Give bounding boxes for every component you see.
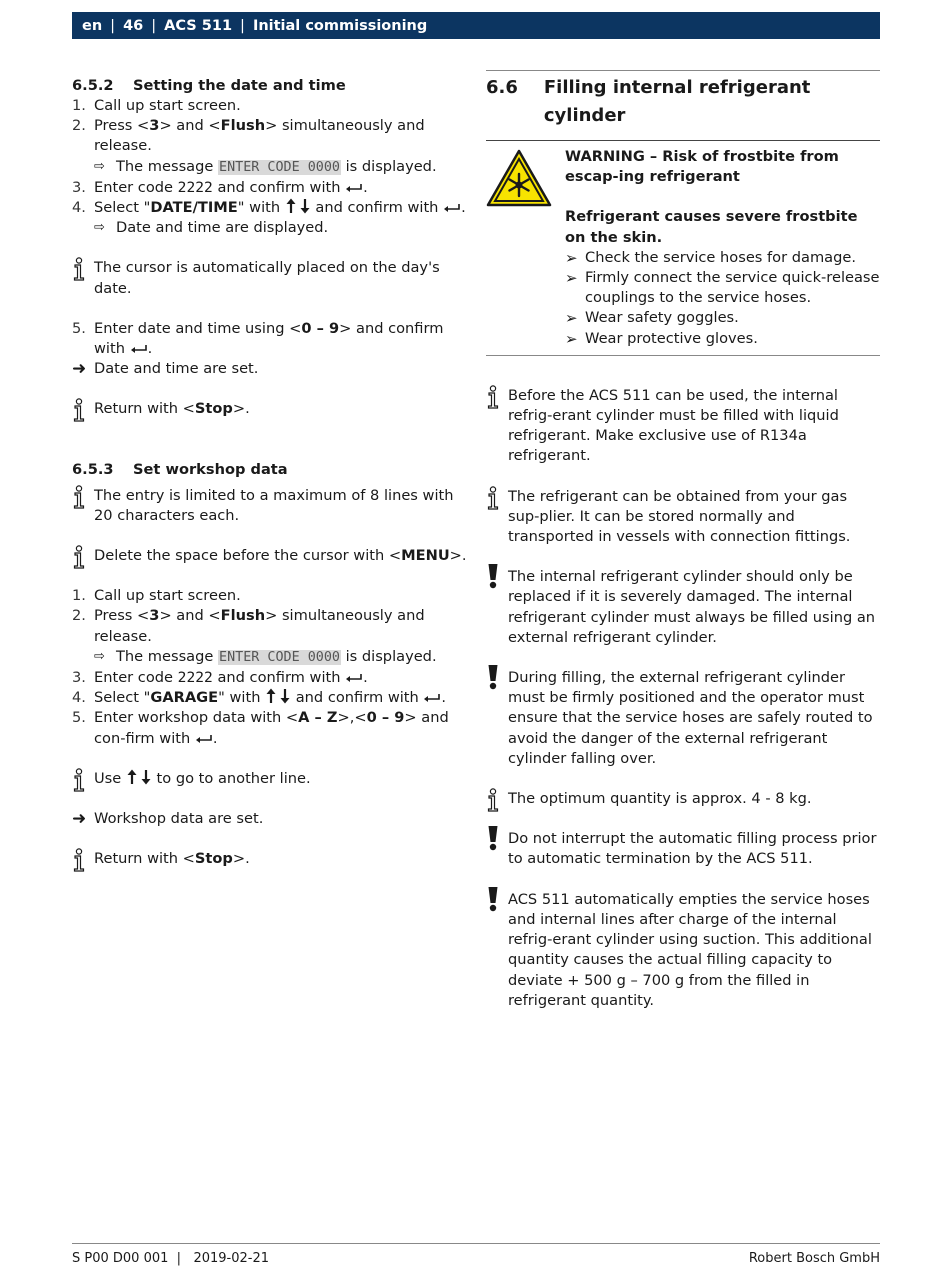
step-item: 4. Select "DATE/TIME" with and confirm with . [72,199,466,217]
final-result: ➜ Workshop data are set. [72,809,264,830]
info-icon [486,788,500,812]
final-result: ➜ Date and time are set. [72,359,259,380]
caution-note: During filling, the external refrigerant cylinder must be firmly positioned and the operator must ensure that the service hoses are safely routed to avoid the danger of the external refrigerant cylinder falling over. [486,668,880,769]
header-product: ACS 511 [164,17,233,34]
enter-key-icon [130,344,148,354]
up-down-arrows-icon [285,198,311,214]
intermediate-result: ⇨ The message ENTER CODE 0000 is displayed. [72,647,472,668]
display-message: ENTER CODE 0000 [219,649,340,665]
step-item: 1. Call up start screen. [72,97,241,114]
info-icon [72,398,86,422]
step-item: 5. Enter date and time using <0 – 9> and confirm with . [72,319,444,358]
warning-box [486,140,880,356]
result-arrow-icon: ➜ [72,359,87,380]
caution-note: ACS 511 automatically empties the service hoses and internal lines after charge of the internal refrig-erant cylinder using suction. This additional quantity causes the actual filling capacity to deviate + 500 g – 700 g from the filled in refrigerant quantity. [486,890,880,1011]
exclamation-icon [486,664,500,690]
step-item: 5. Enter workshop data with <A – Z>,<0 – 9> and con-firm with . [72,709,449,747]
result-arrow-icon: ➜ [72,809,87,830]
hollow-arrow-icon: ⇨ [94,220,105,236]
caution-note: Do not interrupt the automatic filling process prior to automatic termination by the ACS 511. [486,829,880,869]
enter-key-icon [423,693,441,703]
info-note: The entry is limited to a maximum of 8 lines with 20 characters each. [72,486,472,526]
enter-key-icon [345,183,363,193]
info-note: The cursor is automatically placed on the day's date. [72,258,472,298]
enter-key-icon [195,734,213,744]
exclamation-icon [486,825,500,851]
enter-key-icon [345,673,363,683]
warning-lead: Refrigerant causes severe frostbite on the skin. [565,208,858,246]
frostbite-warning-icon [486,149,552,207]
section-heading-6-6: 6.6 Filling internal refrigerant cylinder [486,77,811,126]
section-heading-6-5-2: 6.5.2 Setting the date and time [72,77,346,94]
hollow-arrow-icon: ⇨ [94,648,105,664]
step-item: 3. Enter code 2222 and confirm with . [72,178,368,196]
info-icon [486,486,500,510]
info-note: Return with <Stop>. [72,399,472,419]
display-message: ENTER CODE 0000 [219,159,340,175]
exclamation-icon [486,563,500,589]
info-icon [72,485,86,509]
caution-note: The internal refrigerant cylinder should only be replaced if it is severely damaged. The internal refrigerant cylinder must always be filled using an external refrigerant cylinder. [486,567,880,648]
info-icon [72,545,86,569]
info-note: Use to go to another line. [72,769,472,789]
info-icon [72,848,86,872]
warning-bullet: ➢ Wear safety goggles. [565,309,739,328]
header-page-number: 46 [123,17,144,34]
info-icon [486,385,500,409]
page-header: en | 46 | ACS 511 | Initial commissioning [72,12,880,39]
warning-bullet: ➢ Firmly connect the service quick-release couplings to the service hoses. [565,269,880,307]
section-heading-6-5-3: 6.5.3 Set workshop data [72,460,288,478]
info-note: Return with <Stop>. [72,849,472,869]
up-down-arrows-icon [126,769,152,785]
warning-bullet: ➢ Wear protective gloves. [565,329,758,348]
exclamation-icon [486,886,500,912]
info-icon [72,257,86,281]
header-lang: en [82,17,103,34]
header-chapter: Initial commissioning [252,17,428,34]
right-column [486,70,880,1011]
warning-title: WARNING – Risk of frostbite from escap-ing refrigerant [565,148,839,186]
info-note: Delete the space before the cursor with <MENU>. [72,546,472,566]
info-icon [72,768,86,792]
footer-date: 2019-02-21 [193,1251,270,1266]
step-item: 2. Press <3> and <Flush> simultaneously and release. [72,117,425,155]
up-down-arrows-icon [265,688,291,704]
info-note: Before the ACS 511 can be used, the internal refrig-erant cylinder must be filled with liquid refrigerant. Make exclusive use of R134a refrigerant. [486,386,880,467]
info-note: The refrigerant can be obtained from your gas sup-plier. It can be stored normally and transported in vessels with connection fittings. [486,487,880,548]
left-column [72,76,472,869]
footer-rule [72,1243,880,1244]
hollow-arrow-icon: ⇨ [94,158,105,174]
warning-bullet: ➢ Check the service hoses for damage. [565,248,856,267]
step-item: 2. Press <3> and <Flush> simultaneously and release. [72,607,425,645]
intermediate-result: ⇨ Date and time are displayed. [72,218,472,238]
step-item: 1. Call up start screen. [72,587,241,605]
footer-doc-number: S P00 D00 001 [72,1251,169,1266]
step-item: 3. Enter code 2222 and confirm with . [72,669,368,687]
enter-key-icon [443,203,461,213]
footer-company: Robert Bosch GmbH [748,1251,880,1266]
step-item: 4. Select "GARAGE" with and confirm with . [72,689,447,707]
intermediate-result: ⇨ The message ENTER CODE 0000 is displayed. [72,157,472,178]
info-note: The optimum quantity is approx. 4 - 8 kg. [486,789,880,809]
footer-doc-info: S P00 D00 001 | 2019-02-21 [72,1251,270,1266]
